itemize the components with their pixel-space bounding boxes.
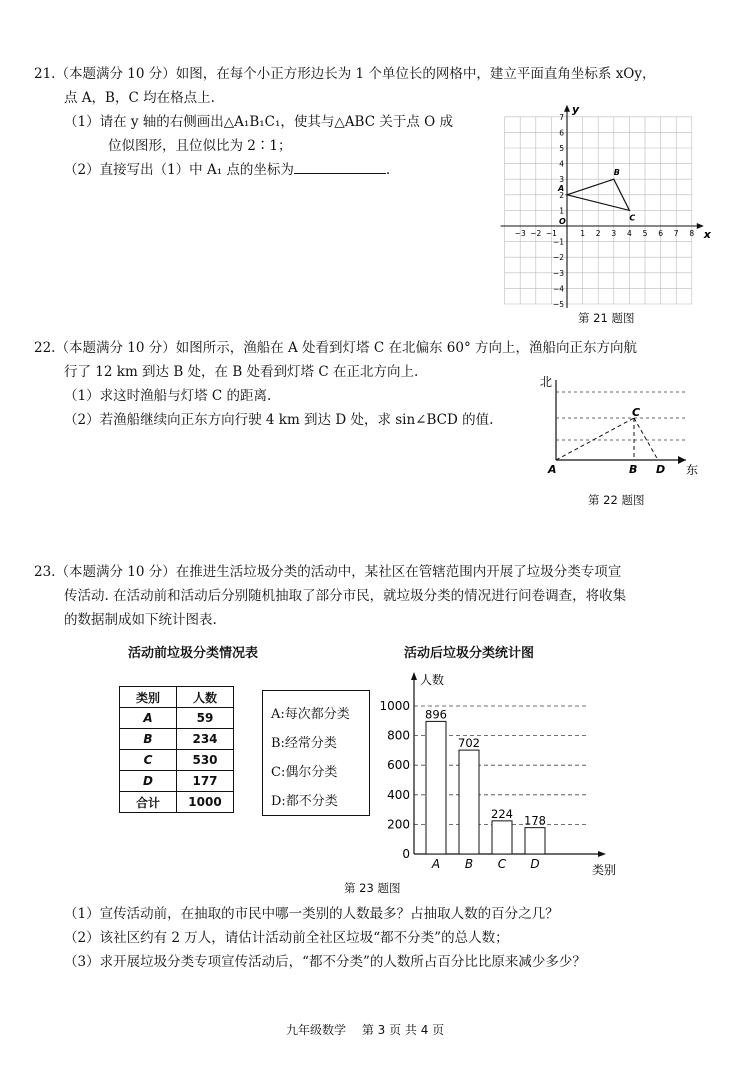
page-footer: 九年级数学 第 3 页 共 4 页 xyxy=(286,1023,445,1037)
y-tick-label: 2 xyxy=(559,190,564,200)
table-row xyxy=(120,771,234,792)
bar-value-label: 178 xyxy=(524,813,546,828)
legend-item: C:偶尔分类 xyxy=(271,765,338,780)
x-tick-label: 7 xyxy=(673,229,679,238)
x-tick-label: −1 xyxy=(545,229,557,238)
table-cell: 59 xyxy=(177,708,234,729)
point-d-label: D xyxy=(656,463,666,476)
table-cell: 234 xyxy=(177,729,234,750)
table-cell: 177 xyxy=(177,771,234,792)
bar xyxy=(492,821,512,854)
q21-sub2-end: . xyxy=(385,162,391,178)
east-label: 东 xyxy=(686,463,699,477)
x-tick-label: −3 xyxy=(514,229,526,238)
q23-stem-line3: 的数据制成如下统计图表. xyxy=(64,612,217,628)
before-activity-table xyxy=(119,686,234,813)
y-tick-label: 800 xyxy=(387,728,410,743)
table-cell: A xyxy=(120,708,177,729)
table-title: 活动前垃圾分类情况表 xyxy=(128,646,259,661)
answer-blank xyxy=(294,159,386,174)
y-tick-label: 600 xyxy=(387,758,410,773)
table-header-row xyxy=(120,687,234,708)
q22-sub1: （1）求这时渔船与灯塔 C 的距离. xyxy=(64,388,272,404)
x-axis-arrow xyxy=(697,223,704,229)
y-tick-label: −5 xyxy=(552,300,564,309)
q22-sub2: （2）若渔船继续向正东方向行驶 4 km 到达 D 处，求 sin∠BCD 的值. xyxy=(64,412,494,428)
y-tick-label: −1 xyxy=(552,237,564,247)
bar xyxy=(426,721,446,854)
table-cell: 530 xyxy=(177,750,234,771)
q21-sub2-text: （2）直接写出（1）中 A₁ 点的坐标为 xyxy=(64,162,294,178)
point-label-c: C xyxy=(629,213,636,223)
table-header-cell: 类别 xyxy=(120,687,177,708)
category-label: A xyxy=(431,857,441,871)
q21-caption: 第 21 题图 xyxy=(578,311,635,325)
q23-stem-line1: 23.（本题满分 10 分）在推进生活垃圾分类的活动中，某社区在管辖范围内开展了垃圾分类专项宣 xyxy=(34,564,622,580)
table-row xyxy=(120,708,234,729)
origin-label: O xyxy=(559,217,566,226)
q23-caption: 第 23 题图 xyxy=(344,881,401,895)
bar-value-label: 896 xyxy=(425,707,447,722)
grid-lines xyxy=(505,117,695,304)
q21-coordinate-grid xyxy=(494,92,711,309)
point-c-label: C xyxy=(632,406,641,419)
bar xyxy=(459,750,479,854)
after-activity-bar-chart xyxy=(374,664,620,878)
y-tick-label: 7 xyxy=(559,112,564,122)
x-axis-label: x xyxy=(703,228,711,241)
y-tick-label: 6 xyxy=(559,128,564,138)
table-cell: D xyxy=(120,771,177,792)
q22-stem-line2: 行了 12 km 到达 B 处，在 B 处看到灯塔 C 在正北方向上. xyxy=(64,364,419,380)
y-tick-label: −3 xyxy=(552,268,564,278)
q21-sub1-line1: （1）请在 y 轴的右侧画出△A₁B₁C₁，使其与△ABC 关于点 O 成 xyxy=(64,114,453,130)
category-legend xyxy=(262,690,370,816)
y-axis-label: y xyxy=(572,102,580,116)
north-label: 北 xyxy=(540,375,553,389)
legend-item: B:经常分类 xyxy=(271,736,337,751)
q21-stem-line2: 点 A，B，C 均在格点上. xyxy=(64,90,215,106)
y-axis-arrow xyxy=(411,672,417,680)
q22-caption: 第 22 题图 xyxy=(588,493,645,507)
y-tick-label: 5 xyxy=(559,144,564,153)
q21-sub2 xyxy=(64,158,390,182)
triangle-abc xyxy=(557,168,635,222)
q22-figure xyxy=(536,370,716,480)
x-axis-label: 类别 xyxy=(592,863,617,877)
bar-value-label: 224 xyxy=(491,806,513,821)
table-row xyxy=(120,750,234,771)
point-b-label: B xyxy=(629,463,638,476)
table-row xyxy=(120,729,234,750)
q21-stem-line1: 21.（本题满分 10 分）如图，在每个小正方形边长为 1 个单位长的网格中，建立平面直角坐标系 xOy， xyxy=(34,66,656,82)
table-cell: C xyxy=(120,750,177,771)
x-tick-label: 2 xyxy=(595,229,601,238)
y-tick-label: 1 xyxy=(559,206,564,216)
y-tick-label: −4 xyxy=(552,284,564,294)
segment-ac xyxy=(556,418,634,460)
table-cell: B xyxy=(120,729,177,750)
y-tick-label: 0 xyxy=(402,847,410,861)
bar xyxy=(525,828,545,854)
q22-stem-line1: 22.（本题满分 10 分）如图所示，渔船在 A 处看到灯塔 C 在北偏东 60° 方向上，渔船向正东方向航 xyxy=(34,340,637,356)
y-tick-label: 400 xyxy=(387,787,410,802)
y-tick-label: −2 xyxy=(552,253,564,263)
y-axis-label: 人数 xyxy=(420,673,445,687)
y-tick-label: 200 xyxy=(387,817,410,832)
y-tick-label: 4 xyxy=(559,159,564,169)
q23-stem-line2: 传活动. 在活动前和活动后分别随机抽取了部分市民，就垃圾分类的情况进行问卷调查，将收集 xyxy=(64,588,627,604)
point-label-b: B xyxy=(613,168,620,178)
chart-title: 活动后垃圾分类统计图 xyxy=(404,646,535,661)
grid-axes xyxy=(501,102,704,308)
x-tick-label: 1 xyxy=(580,229,585,238)
category-label: B xyxy=(464,857,474,871)
category-label: C xyxy=(497,857,507,871)
legend-item: A:每次都分类 xyxy=(271,707,350,722)
y-tick-label: 3 xyxy=(559,175,564,185)
segment-cd xyxy=(634,418,658,460)
legend-item: D:都不分类 xyxy=(271,794,338,809)
x-axis-arrow xyxy=(598,851,606,857)
category-label: D xyxy=(530,857,540,871)
point-a-label: A xyxy=(548,463,557,476)
q23-sub1: （1）宣传活动前，在抽取的市民中哪一类别的人数最多？占抽取人数的百分之几？ xyxy=(64,906,559,922)
x-tick-label: 5 xyxy=(642,229,648,238)
x-tick-label: 4 xyxy=(627,229,632,238)
bar-value-label: 702 xyxy=(458,736,480,751)
x-tick-label: 8 xyxy=(689,229,695,238)
table-total-row xyxy=(120,792,234,813)
east-arrow xyxy=(678,456,686,464)
q23-sub3: （3）求开展垃圾分类专项宣传活动后，“都不分类”的人数所占百分比比原来减少多少？ xyxy=(64,954,586,970)
x-tick-label: 3 xyxy=(611,229,617,238)
table-cell: 1000 xyxy=(177,792,234,813)
q23-sub2: （2）该社区约有 2 万人，请估计活动前全社区垃圾“都不分类”的总人数； xyxy=(64,930,509,946)
table-header-cell: 人数 xyxy=(177,687,234,708)
x-tick-label: 6 xyxy=(658,229,663,238)
x-tick-label: −2 xyxy=(530,229,542,238)
table-cell: 合计 xyxy=(120,792,177,813)
point-label-a: A xyxy=(558,183,565,193)
y-tick-label: 1000 xyxy=(379,699,410,713)
y-axis-arrow xyxy=(564,105,570,112)
q21-sub1-line2: 位似图形，且位似比为 2∶1； xyxy=(108,138,292,154)
